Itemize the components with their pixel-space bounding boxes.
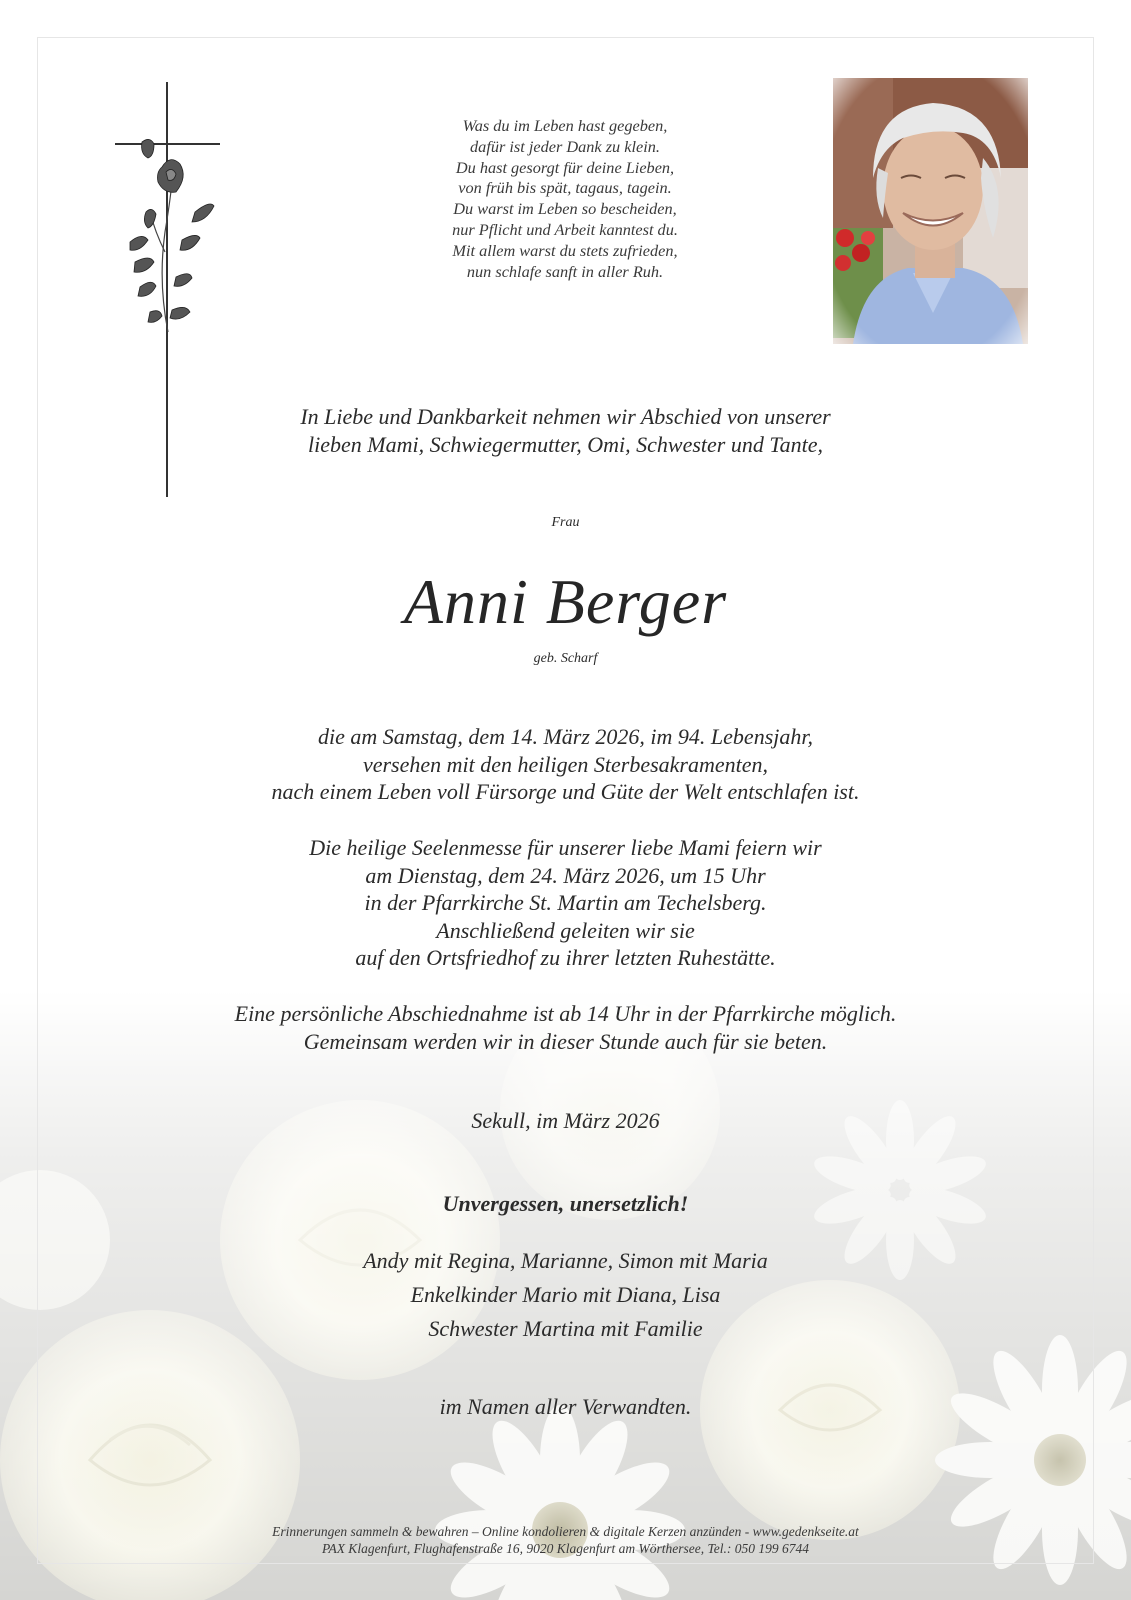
- death-notice-line: die am Samstag, dem 14. März 2026, im 94. Lebensjahr,: [318, 724, 813, 749]
- funeral-line: Anschließend geleiten wir sie: [436, 917, 695, 943]
- intro-line: In Liebe und Dankbarkeit nehmen wir Abschied von unserer: [300, 404, 831, 429]
- closing-line: im Namen aller Verwandten.: [439, 1394, 692, 1419]
- family-line: Enkelkinder Mario mit Diana, Lisa: [410, 1282, 721, 1307]
- motto: Unvergessen, unersetzlich!: [442, 1191, 689, 1216]
- deceased-name: Anni Berger: [403, 566, 728, 637]
- poem: [380, 116, 750, 282]
- funeral-line: am Dienstag, dem 24. März 2026, um 15 Uhr: [365, 862, 766, 888]
- family-list: [0, 1244, 1131, 1346]
- death-notice-line: versehen mit den heiligen Sterbesakramenten,: [362, 751, 769, 777]
- portrait-photo: [833, 78, 1028, 344]
- poem-line: nun schlafe sanft in aller Ruh.: [466, 261, 664, 281]
- death-notice: [0, 723, 1131, 806]
- footer-line: Erinnerungen sammeln & bewahren – Online kondolieren & digitale Kerzen anzünden - www.gedenkseite.at: [272, 1524, 859, 1539]
- footer: [0, 1523, 1131, 1557]
- family-line: Schwester Martina mit Familie: [428, 1316, 703, 1341]
- poem-line: dafür ist jeder Dank zu klein.: [470, 136, 660, 156]
- footer-line: PAX Klagenfurt, Flughafenstraße 16, 9020 Klagenfurt am Wörthersee, Tel.: 050 199 6744: [321, 1541, 810, 1556]
- poem-line: von früh bis spät, tagaus, tagein.: [458, 178, 672, 198]
- place-date: Sekull, im März 2026: [471, 1108, 660, 1133]
- poem-line: nur Pflicht und Arbeit kanntest du.: [452, 219, 678, 239]
- poem-line: Was du im Leben hast gegeben,: [462, 116, 668, 135]
- farewell-line: Eine persönliche Abschiednahme ist ab 14 Uhr in der Pfarrkirche möglich.: [234, 1001, 897, 1026]
- death-notice-line: nach einem Leben voll Fürsorge und Güte der Welt entschlafen ist.: [271, 779, 860, 804]
- farewell-info: [0, 1000, 1131, 1055]
- funeral-line: auf den Ortsfriedhof zu ihrer letzten Ruhestätte.: [355, 945, 776, 970]
- funeral-line: in der Pfarrkirche St. Martin am Techelsberg.: [364, 890, 767, 915]
- maiden-name: geb. Scharf: [533, 651, 598, 666]
- intro-line: lieben Mami, Schwiegermutter, Omi, Schwester und Tante,: [308, 432, 823, 457]
- intro-text: [0, 403, 1131, 459]
- poem-line: Du hast gesorgt für deine Lieben,: [455, 157, 675, 177]
- farewell-line: Gemeinsam werden wir in dieser Stunde auch für sie beten.: [303, 1028, 828, 1054]
- salutation: Frau: [551, 515, 580, 530]
- funeral-line: Die heilige Seelenmesse für unserer liebe Mami feiern wir: [309, 835, 822, 860]
- poem-line: Du warst im Leben so bescheiden,: [453, 199, 677, 219]
- family-line: Andy mit Regina, Marianne, Simon mit Maria: [363, 1248, 768, 1273]
- poem-line: Mit allem warst du stets zufrieden,: [452, 240, 678, 260]
- funeral-details: [0, 834, 1131, 972]
